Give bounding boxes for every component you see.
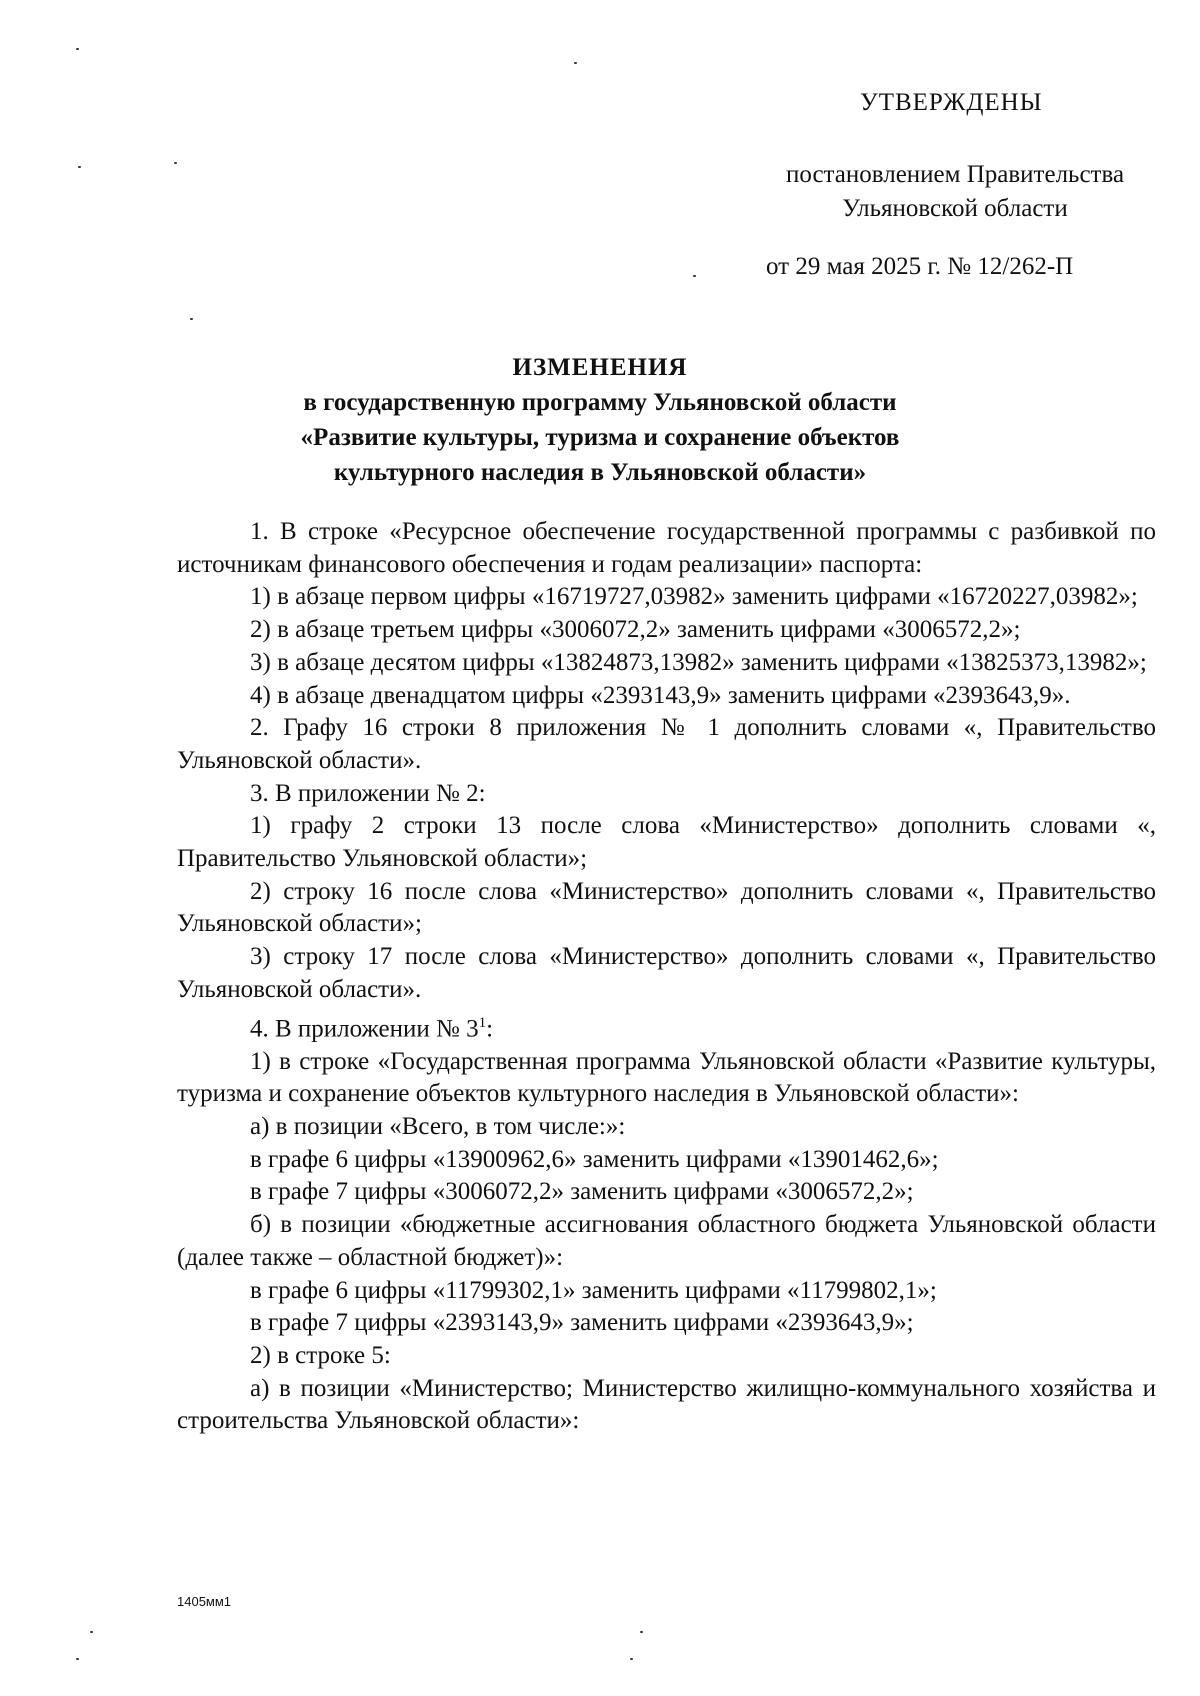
scan-speck — [78, 166, 81, 168]
paragraph-4-1-a: а) в позиции «Всего, в том числе:»: — [250, 1112, 626, 1140]
scan-speck — [190, 318, 193, 320]
paragraph-3: 3. В приложении № 2: — [250, 779, 486, 807]
paragraph-4-superscript: 1 — [478, 1014, 487, 1031]
paragraph-4 — [177, 1007, 1156, 1046]
paragraph-4-1: 1) в строке «Государственная программа Ульяновской области «Развитие культуры, туризма и сохранение объектов культурного наследия в Ульяновской области»: — [177, 1047, 1156, 1108]
paragraph-4-text: 4. В приложении № 3 — [250, 1014, 479, 1042]
paragraph-3-3: 3) строку 17 после слова «Министерство» дополнить словами «, Правительство Ульяновской области». — [177, 943, 1156, 1003]
approval-date: от 29 мая 2025 г. № 12/262-П — [766, 253, 1074, 280]
paragraph-4-1-b-col7: в графе 7 цифры «2393143,9» заменить цифрами «2393643,9»; — [250, 1309, 914, 1337]
document-title — [150, 350, 1050, 490]
scan-speck — [640, 1631, 643, 1633]
paragraph-3-1: 1) графу 2 строки 13 после слова «Министерство» дополнить словами «, Правительство Ульяновской области»; — [177, 812, 1156, 873]
title-line-4: культурного наследия в Ульяновской области» — [333, 459, 867, 486]
paragraph-4-2-a: а) в позиции «Министерство; Министерство жилищно-коммунального хозяйства и строительства Ульяновской области»: — [177, 1374, 1156, 1435]
title-line-2: в государственную программу Ульяновской области — [303, 389, 897, 416]
scan-speck — [174, 162, 177, 164]
paragraph-4-colon: : — [486, 1014, 494, 1042]
document-body — [177, 516, 1156, 1438]
scan-speck — [76, 1658, 79, 1660]
title-main: ИЗМЕНЕНИЯ — [512, 354, 688, 381]
footer-code: 1405мм1 — [177, 1594, 232, 1609]
scan-speck — [693, 275, 696, 277]
paragraph-4-2: 2) в строке 5: — [250, 1341, 391, 1369]
paragraph-1: 1. В строке «Ресурсное обеспечение государственной программы с разбивкой по источникам финансового обеспечения и годам реализации» паспорта: — [177, 518, 1156, 578]
scan-speck — [630, 1658, 633, 1660]
approval-authority-line2: Ульяновской области — [842, 195, 1068, 222]
paragraph-1-4: 4) в абзаце двенадцатом цифры «2393143,9» заменить цифрами «2393643,9». — [250, 681, 1071, 709]
paragraph-1-1: 1) в абзаце первом цифры «16719727,03982» заменить цифрами «16720227,03982»; — [250, 583, 1138, 611]
approval-heading: УТВЕРЖДЕНЫ — [860, 89, 1043, 116]
paragraph-2: 2. Графу 16 строки 8 приложения № 1 дополнить словами «, Правительство Ульяновской области». — [177, 714, 1156, 774]
paragraph-3-2: 2) строку 16 после слова «Министерство» дополнить словами «, Правительство Ульяновской области»; — [177, 877, 1156, 938]
paragraph-1-2: 2) в абзаце третьем цифры «3006072,2» заменить цифрами «3006572,2»; — [250, 616, 1021, 644]
scan-speck — [90, 1631, 93, 1633]
paragraph-4-1-b: б) в позиции «бюджетные ассигнования областного бюджета Ульяновской области (далее также – областной бюджет)»: — [177, 1211, 1156, 1271]
approval-authority — [760, 158, 1150, 226]
title-line-3: «Развитие культуры, туризма и сохранение объектов — [300, 424, 900, 451]
scan-speck — [76, 48, 79, 50]
approval-authority-line1: постановлением Правительства — [785, 161, 1125, 188]
paragraph-4-1-a-col7: в графе 7 цифры «3006072,2» заменить цифрами «3006572,2»; — [250, 1178, 914, 1206]
scan-speck — [574, 62, 577, 64]
paragraph-4-1-b-col6: в графе 6 цифры «11799302,1» заменить цифрами «11799802,1»; — [250, 1276, 937, 1304]
paragraph-4-1-a-col6: в графе 6 цифры «13900962,6» заменить цифрами «13901462,6»; — [250, 1145, 939, 1173]
paragraph-1-3: 3) в абзаце десятом цифры «13824873,13982» заменить цифрами «13825373,13982»; — [250, 648, 1147, 676]
